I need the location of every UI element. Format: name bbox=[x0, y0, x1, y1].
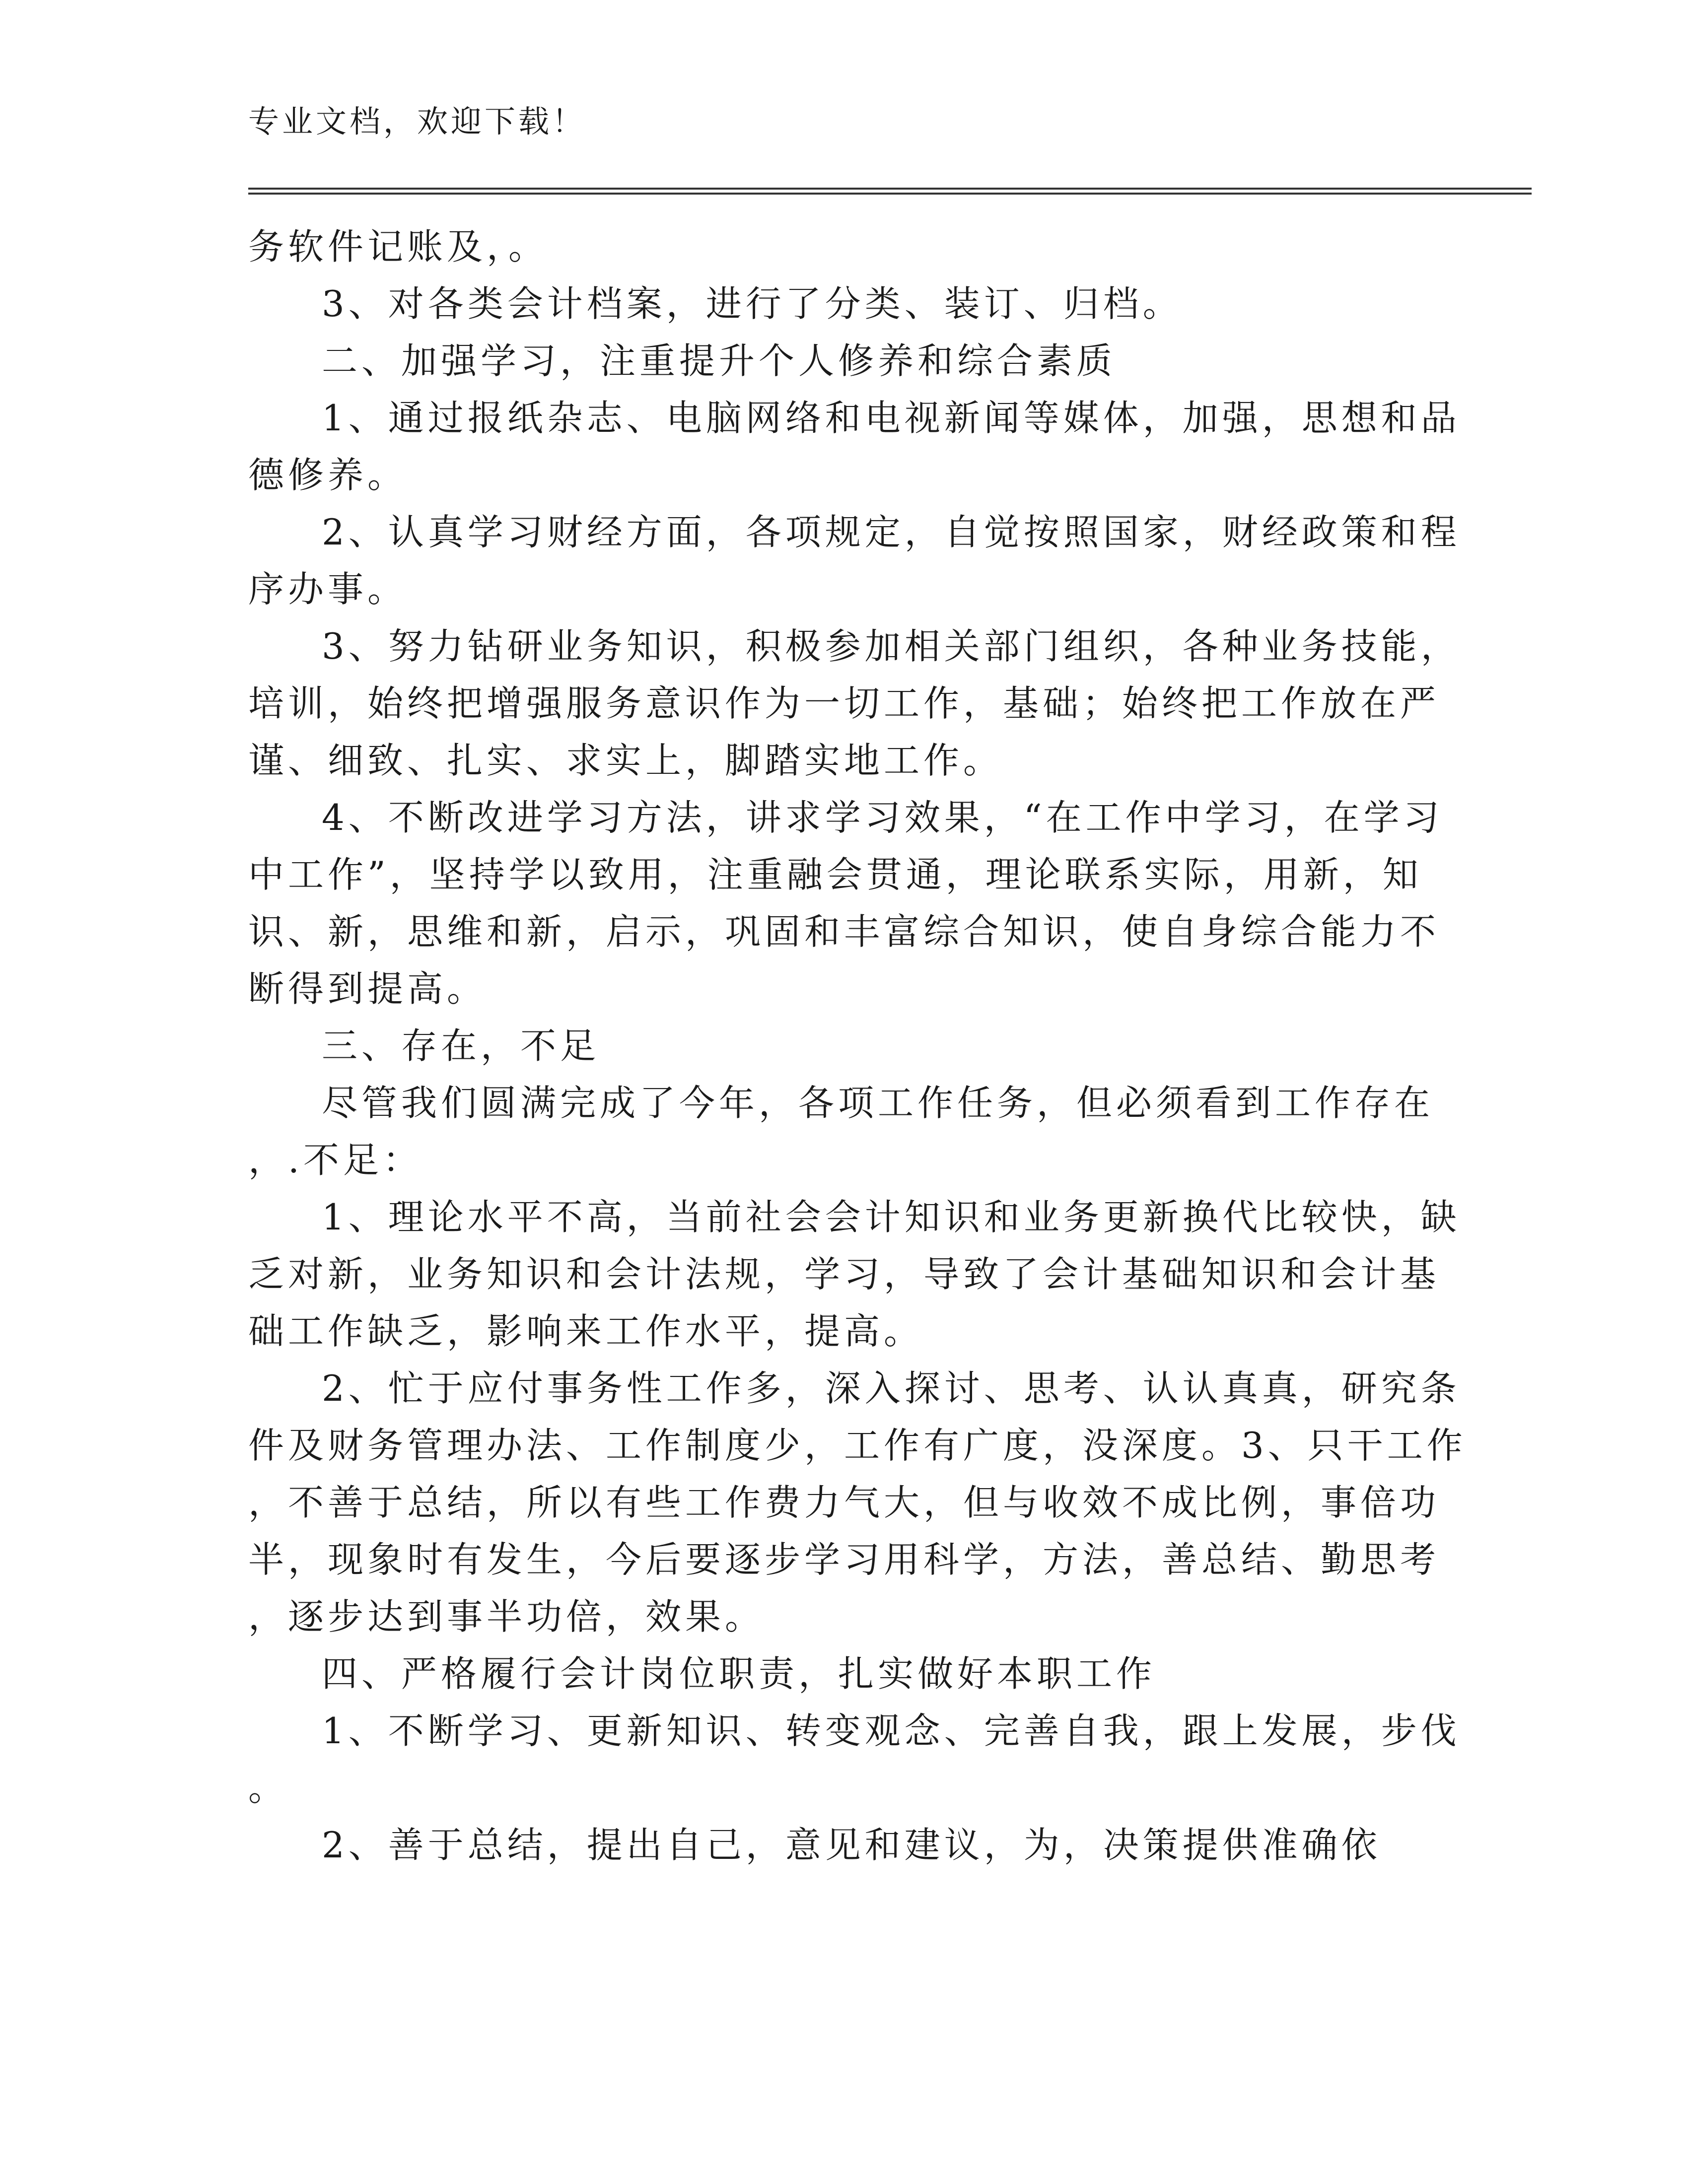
text-line: ，.不足： bbox=[248, 1139, 422, 1181]
text-line: 断得到提高。 bbox=[248, 968, 487, 1010]
text-line: 1、理论水平不高，当前社会会计知识和业务更新换代比较快，缺 bbox=[322, 1196, 1461, 1238]
text-line: 培训，始终把增强服务意识作为一切工作，基础；始终把工作放在严 bbox=[248, 682, 1440, 724]
text-line: 3、对各类会计档案，进行了分类、装订、归档。 bbox=[322, 283, 1183, 325]
text-line: 4、不断改进学习方法，讲求学习效果，“在工作中学习，在学习 bbox=[322, 797, 1443, 838]
text-line: 尽管我们圆满完成了今年，各项工作任务，但必须看到工作存在 bbox=[322, 1082, 1434, 1124]
header-divider-top bbox=[248, 188, 1532, 190]
text-line: 3、努力钻研业务知识，积极参加相关部门组织，各种业务技能， bbox=[322, 625, 1461, 667]
text-line: 1、不断学习、更新知识、转变观念、完善自我，跟上发展，步伐 bbox=[322, 1710, 1461, 1752]
text-line: 础工作缺乏，影响来工作水平，提高。 bbox=[248, 1310, 924, 1352]
text-line: 务软件记账及，。 bbox=[248, 226, 549, 268]
section-heading: 四、严格履行会计岗位职责，扎实做好本职工作 bbox=[322, 1653, 1156, 1695]
text-line: 。 bbox=[248, 1767, 288, 1809]
text-line: 序办事。 bbox=[248, 568, 408, 610]
text-line: 半，现象时有发生，今后要逐步学习用科学，方法，善总结、勤思考 bbox=[248, 1539, 1440, 1580]
text-line: 谨、细致、扎实、求实上，脚踏实地工作。 bbox=[248, 740, 1003, 781]
section-heading: 三、存在，不足 bbox=[322, 1025, 600, 1067]
text-line: 中工作”，坚持学以致用，注重融会贯通，理论联系实际，用新，知 bbox=[248, 854, 1422, 895]
text-line: 2、认真学习财经方面，各项规定，自觉按照国家，财经政策和程 bbox=[322, 511, 1461, 553]
header-divider bbox=[248, 188, 1532, 195]
text-line: 德修养。 bbox=[248, 454, 408, 496]
text-line: 乏对新，业务知识和会计法规，学习，导致了会计基础知识和会计基 bbox=[248, 1253, 1440, 1295]
text-line: ，不善于总结，所以有些工作费力气大，但与收效不成比例，事倍功 bbox=[248, 1482, 1440, 1523]
text-line: 2、善于总结，提出自己，意见和建议，为，决策提供准确依 bbox=[322, 1824, 1381, 1866]
text-line: 2、忙于应付事务性工作多，深入探讨、思考、认认真真，研究条 bbox=[322, 1367, 1461, 1409]
page-header: 专业文档，欢迎下载！ bbox=[248, 103, 586, 139]
header-divider-bottom bbox=[248, 193, 1532, 195]
text-line: 识、新，思维和新，启示，巩固和丰富综合知识，使自身综合能力不 bbox=[248, 911, 1440, 953]
section-heading: 二、加强学习，注重提升个人修养和综合素质 bbox=[322, 340, 1117, 382]
text-line: ，逐步达到事半功倍，效果。 bbox=[248, 1596, 765, 1638]
text-line: 1、通过报纸杂志、电脑网络和电视新闻等媒体，加强，思想和品 bbox=[322, 397, 1461, 439]
text-line: 件及财务管理办法、工作制度少，工作有广度，没深度。3、只干工作 bbox=[248, 1425, 1467, 1466]
